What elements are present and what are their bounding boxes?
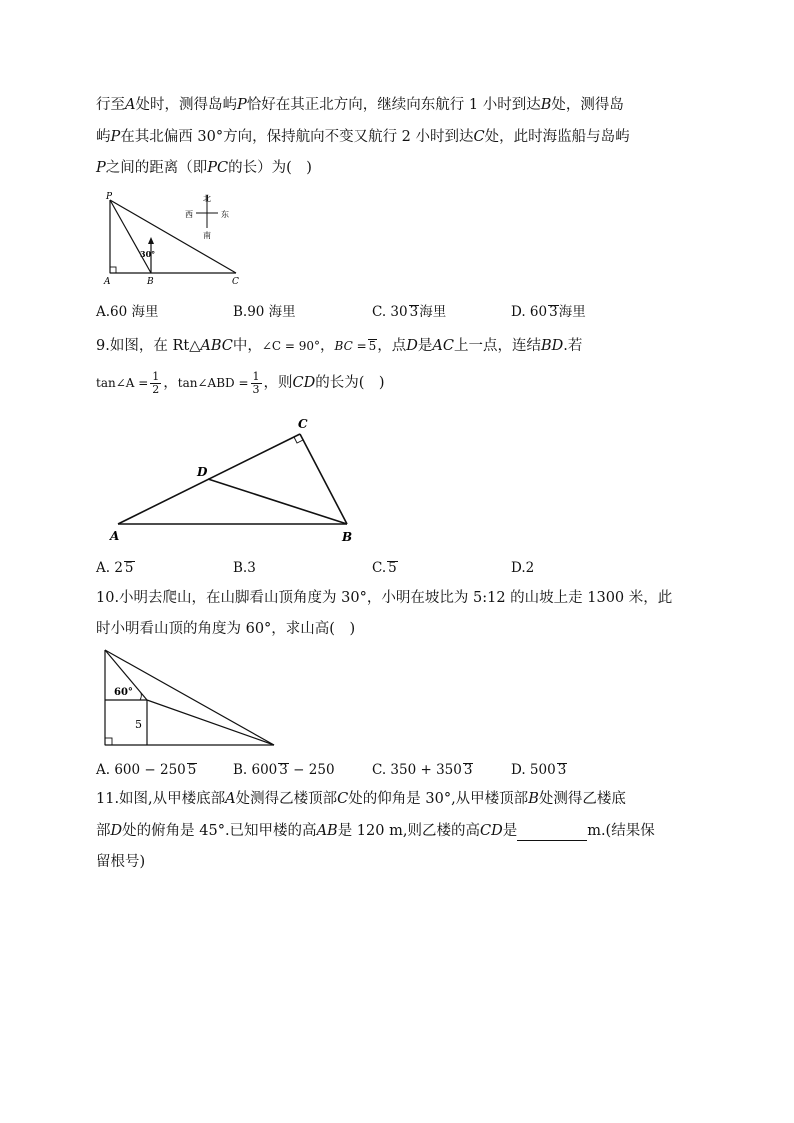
- q8-compass-north: 北: [203, 194, 211, 203]
- q9-text-line-2: tan∠A = $\frac{1}{2}$ ，tan∠ABD = $\frac{1}{3}$ ，则CD的长为( ): [96, 369, 385, 396]
- q10-line-slope: [147, 700, 274, 745]
- q8-compass-west: 西: [185, 210, 193, 219]
- q9-fraction-tanA: $\frac{1}{2}$: [152, 369, 160, 396]
- q11-answer-blank[interactable]: [517, 826, 587, 841]
- q8-option-a: A.60 海里: [96, 304, 159, 320]
- q8-compass-south: 南: [203, 231, 211, 240]
- q8-label-B: B: [147, 277, 154, 287]
- q8-text-line-3: P之间的距离（即PC的长）为( ): [96, 160, 312, 176]
- q11-text-line-3: 留根号): [96, 854, 146, 870]
- q10-side-label: 5: [135, 718, 142, 731]
- q8-option-d: D. 60 3海里: [511, 304, 586, 320]
- q9-figure: [110, 415, 360, 545]
- q10-angle-label: 60°: [114, 687, 133, 698]
- q10-text-line-2: 时小明看山顶的角度为 60°，求山高( ): [96, 621, 356, 637]
- q9-option-a: A. 2 5: [96, 560, 134, 576]
- q9-label-C: C: [298, 417, 308, 431]
- q8-option-b: B.90 海里: [233, 304, 296, 320]
- q10-text-line-1: 10.小明去爬山，在山脚看山顶角度为 30°，小明在坡比为 5:12 的山坡上走 1300 米，此: [96, 590, 673, 606]
- q9-option-b: B.3: [233, 560, 256, 576]
- q9-fraction-tanABD: $\frac{1}{3}$: [252, 369, 260, 396]
- q9-option-c: C. 5: [372, 560, 397, 576]
- q9-label-A: A: [110, 529, 120, 543]
- q8-label-P: P: [106, 192, 113, 202]
- q8-text-line-1: 行至A处时，测得岛屿P恰好在其正北方向，继续向东航行 1 小时到达B处，测得岛: [96, 97, 624, 113]
- q9-label-D: D: [197, 465, 208, 479]
- q10-option-c: C. 350 + 350 3: [372, 762, 473, 778]
- q8-label-A: A: [104, 277, 111, 287]
- q9-option-d: D.2: [511, 560, 535, 576]
- q8-line-PC: [110, 200, 236, 273]
- q8-label-C: C: [232, 277, 239, 287]
- q8-angle-label: 30°: [140, 249, 156, 259]
- q8-figure: [100, 190, 270, 290]
- q10-figure: [100, 647, 280, 749]
- q9-label-B: B: [342, 530, 353, 544]
- q11-text-line-2: 部D处的俯角是 45°.已知甲楼的高AB是 120 m,则乙楼的高CD是 m.(结果保: [96, 823, 655, 839]
- q9-text-line-1: 9.如图，在 Rt△ABC中，∠C = 90°，BC = 5，点D是AC上一点，连结BD.若: [96, 338, 583, 354]
- q8-right-angle-mark: [110, 267, 116, 273]
- q8-compass-east: 东: [221, 210, 229, 219]
- q8-text-line-2: 屿P在其北偏西 30°方向，保持航向不变又航行 2 小时到达C处，此时海监船与岛屿: [96, 129, 630, 145]
- q11-text-line-1: 11.如图,从甲楼底部A处测得乙楼顶部C处的仰角是 30°,从甲楼顶部B处测得乙楼底: [96, 791, 626, 807]
- q8-north-arrow-head: [148, 237, 154, 244]
- q8-option-c: C. 30 3海里: [372, 304, 447, 320]
- q10-option-a: A. 600 − 250 5: [96, 762, 197, 778]
- q10-option-b: B. 600 3 − 250: [233, 762, 335, 778]
- q8-line-PB: [110, 200, 151, 273]
- q10-right-angle-mark: [105, 738, 112, 745]
- q10-option-d: D. 500 3: [511, 762, 567, 778]
- q10-angle-arc: [140, 693, 141, 700]
